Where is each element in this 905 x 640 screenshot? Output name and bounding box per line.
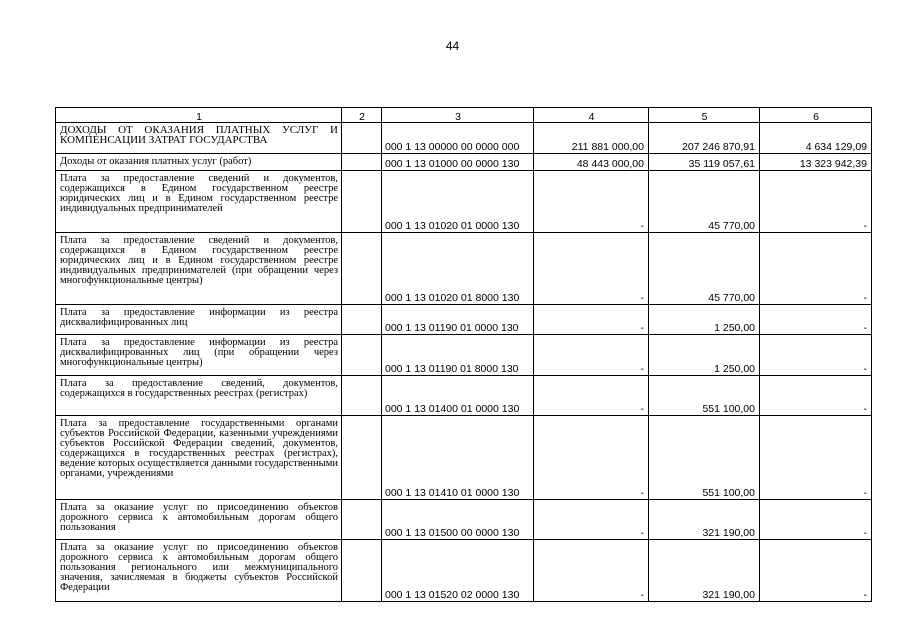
column-header: 5: [649, 108, 760, 123]
row-col5: 1 250,00: [649, 335, 760, 376]
row-col2: [342, 540, 382, 602]
row-col4: -: [534, 305, 649, 335]
table-row: [56, 376, 872, 416]
row-code: 000 1 13 01000 00 0000 130: [382, 154, 534, 171]
table-row: [56, 154, 872, 171]
row-code: 000 1 13 01500 00 0000 130: [382, 500, 534, 540]
row-code: 000 1 13 01190 01 8000 130: [382, 335, 534, 376]
row-col2: [342, 335, 382, 376]
row-col4: -: [534, 540, 649, 602]
page-number: 44: [445, 39, 460, 53]
row-name: Плата за предоставление сведений и документов, содержащихся в Едином государственном реестре юридических лиц и в Едином государственном реестре индивидуальных предпринимателей (при обращении через многофункциональные центры): [56, 233, 342, 305]
column-header: 4: [534, 108, 649, 123]
row-col2: [342, 376, 382, 416]
row-col4: -: [534, 335, 649, 376]
row-code: 000 1 13 01400 01 0000 130: [382, 376, 534, 416]
column-header: 6: [760, 108, 872, 123]
table-row: [56, 540, 872, 602]
row-col6: -: [760, 376, 872, 416]
row-col5: 35 119 057,61: [649, 154, 760, 171]
row-col4: 48 443 000,00: [534, 154, 649, 171]
table-row: [56, 335, 872, 376]
row-name: ДОХОДЫ ОТ ОКАЗАНИЯ ПЛАТНЫХ УСЛУГ И КОМПЕНСАЦИИ ЗАТРАТ ГОСУДАРСТВА: [56, 123, 342, 154]
row-code: 000 1 13 01020 01 8000 130: [382, 233, 534, 305]
table-row: [56, 500, 872, 540]
revenue-table: [55, 107, 872, 602]
table-header-row: [56, 108, 872, 123]
row-col6: -: [760, 335, 872, 376]
row-name: Плата за предоставление сведений, документов, содержащихся в государственных реестрах (регистрах): [56, 376, 342, 416]
row-col4: -: [534, 500, 649, 540]
row-name: Плата за предоставление информации из реестра дисквалифицированных лиц: [56, 305, 342, 335]
row-col5: 45 770,00: [649, 233, 760, 305]
row-name: Доходы от оказания платных услуг (работ): [56, 154, 342, 171]
row-name: Плата за предоставление сведений и документов, содержащихся в Едином государственном реестре юридических лиц и в Едином государственном реестре индивидуальных предпринимателей: [56, 171, 342, 233]
row-code: 000 1 13 00000 00 0000 000: [382, 123, 534, 154]
row-col4: -: [534, 376, 649, 416]
table-row: [56, 233, 872, 305]
row-name: Плата за оказание услуг по присоединению объектов дорожного сервиса к автомобильным дорогам общего пользования регионального или межмуниципального значения, зачисляемая в бюджеты субъектов Российской Федерации: [56, 540, 342, 602]
row-col6: -: [760, 233, 872, 305]
row-code: 000 1 13 01020 01 0000 130: [382, 171, 534, 233]
table-row: [56, 305, 872, 335]
row-col2: [342, 305, 382, 335]
row-col6: -: [760, 416, 872, 500]
row-name: Плата за оказание услуг по присоединению объектов дорожного сервиса к автомобильным дорогам общего пользования: [56, 500, 342, 540]
table-row: [56, 416, 872, 500]
row-col5: 45 770,00: [649, 171, 760, 233]
row-col5: 321 190,00: [649, 500, 760, 540]
row-code: 000 1 13 01520 02 0000 130: [382, 540, 534, 602]
row-code: 000 1 13 01410 01 0000 130: [382, 416, 534, 500]
row-col2: [342, 171, 382, 233]
row-col2: [342, 233, 382, 305]
row-col4: -: [534, 233, 649, 305]
row-col6: -: [760, 171, 872, 233]
row-col5: 1 250,00: [649, 305, 760, 335]
table-row: [56, 171, 872, 233]
row-col2: [342, 500, 382, 540]
row-name: Плата за предоставление информации из реестра дисквалифицированных лиц (при обращении через многофункциональные центры): [56, 335, 342, 376]
row-col5: 551 100,00: [649, 376, 760, 416]
row-col5: 321 190,00: [649, 540, 760, 602]
column-header: 2: [342, 108, 382, 123]
row-col5: 551 100,00: [649, 416, 760, 500]
column-header: 3: [382, 108, 534, 123]
row-col6: -: [760, 305, 872, 335]
row-col4: 211 881 000,00: [534, 123, 649, 154]
row-col2: [342, 123, 382, 154]
row-col4: -: [534, 416, 649, 500]
row-col6: -: [760, 540, 872, 602]
row-col6: -: [760, 500, 872, 540]
row-col6: 13 323 942,39: [760, 154, 872, 171]
row-col2: [342, 154, 382, 171]
row-code: 000 1 13 01190 01 0000 130: [382, 305, 534, 335]
row-col6: 4 634 129,09: [760, 123, 872, 154]
row-name: Плата за предоставление государственными органами субъектов Российской Федерации, казенными учреждениями субъектов Российской Федерации сведений, документов, содержащихся в государственных реестрах (регистрах), ведение которых осуществляется данными государственными органами, учреждениями: [56, 416, 342, 500]
column-header: 1: [56, 108, 342, 123]
row-col4: -: [534, 171, 649, 233]
table-row: [56, 123, 872, 154]
row-col2: [342, 416, 382, 500]
row-col5: 207 246 870,91: [649, 123, 760, 154]
